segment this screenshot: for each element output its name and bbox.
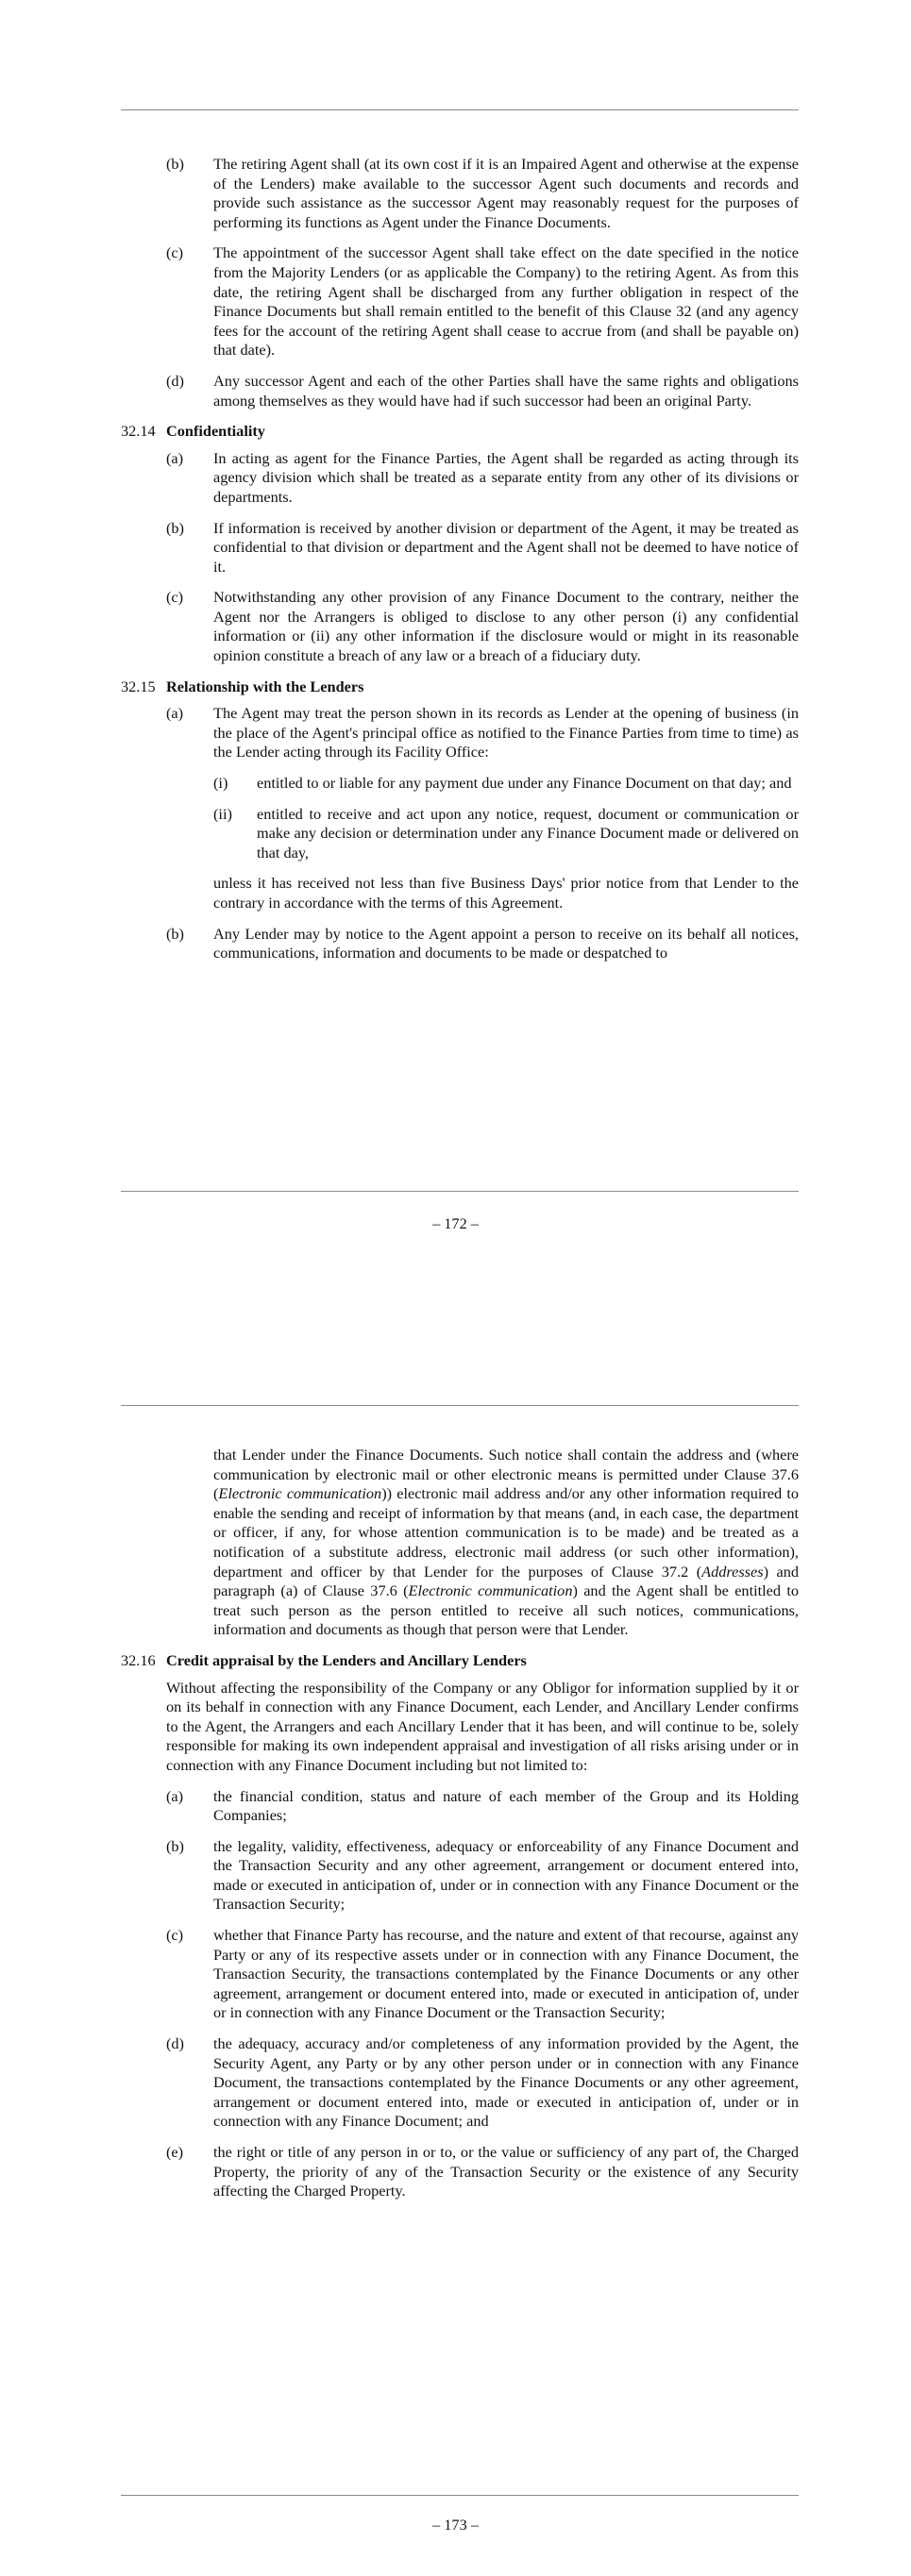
item-label: (a): [166, 1786, 184, 1805]
section-number: 32.16: [121, 1650, 156, 1669]
item-text: Any Lender may by notice to the Agent appoint a person to receive on its behalf all notices, communications, information and documents to be made or despatched to: [213, 924, 799, 962]
clause-ref-italic: Electronic communication: [218, 1484, 382, 1503]
page-173: [0, 1297, 911, 2576]
page-172-content: [121, 155, 799, 975]
item-text: If information is received by another division or department of the Agent, it may be treated as confidential to that division or department and the Agent shall not be deemed to have notice of it.: [213, 518, 799, 576]
clause-item: [121, 925, 799, 963]
item-label: (b): [166, 518, 184, 537]
item-label: (c): [166, 1926, 184, 1945]
item-label: (d): [166, 2034, 184, 2053]
item-text: the right or title of any person in or to, or the value or sufficiency of any part of, the Charged Property, the priority of any of the Transaction Security or the existence of any Security affecting the Charged Property.: [213, 2143, 799, 2200]
section-title: Credit appraisal by the Lenders and Ancillary Lenders: [166, 1650, 527, 1669]
section-heading-credit-appraisal: [121, 1651, 799, 1671]
subitem-text: entitled to or liable for any payment due under any Finance Document on that day; and: [257, 774, 792, 793]
subitem-label: (i): [213, 774, 228, 793]
clause-item: [121, 155, 799, 232]
section-intro: Without affecting the responsibility of the Company or any Obligor for information supplied by it or on its behalf in connection with any Finance Document, each Lender, and Ancillary Lender confirms to the Agent, the Arrangers and each Ancillary Lender that it has been, and will continue to be, solely responsible for making its own independent appraisal and investigation of all risks arising under or in connection with any Finance Document including but not limited to:: [166, 1678, 799, 1774]
section-title: Relationship with the Lenders: [166, 677, 364, 695]
item-label: (b): [166, 1836, 184, 1855]
item-text: the legality, validity, effectiveness, adequacy or enforceability of any Finance Document and the Transaction Security and any other agreement, arrangement or document entered into, made or executed in anticipation of, under or in connection with any Finance Document or the Transaction Security;: [213, 1836, 799, 1914]
item-text: The retiring Agent shall (at its own cost if it is an Impaired Agent and otherwise at the expense of the Lenders) make available to the successor Agent such documents and records and provide such assistance as the successor Agent may reasonably request for the purposes of performing its functions as Agent under the Finance Documents.: [213, 155, 799, 231]
item-text: Notwithstanding any other provision of any Finance Document to the contrary, neither the Agent nor the Arrangers is obliged to disclose to any other person (i) any confidential information or (ii) any other information if the disclosure would or might in its reasonable opinion constitute a breach of any law or a breach of a fiduciary duty.: [213, 588, 799, 665]
item-text: The appointment of the successor Agent shall take effect on the date specified in the notice from the Majority Lenders (or as applicable the Company) to the retiring Agent. As from this date, the retiring Agent shall be discharged from any further obligation in respect of the Finance Documents but shall remain entitled to the benefit of this Clause 32 (and any agency fees for the account of the retiring Agent shall cease to accrue from (and shall be payable on) that date).: [213, 243, 799, 360]
clause-item: [121, 2034, 799, 2132]
clause-item: [121, 1837, 799, 1915]
item-label: (d): [166, 371, 184, 390]
continuation-text-3: ) and paragraph (a) of Clause 37.6 (: [213, 1562, 800, 1600]
clause-ref-italic: Addresses: [701, 1562, 764, 1581]
item-text: The Agent may treat the person shown in its records as Lender at the opening of business (in the place of the Agent's principal office as notified to the Finance Parties from time to time) as the Lender acting through its Facility Office:: [213, 704, 799, 761]
item-label: (e): [166, 2143, 184, 2161]
header-rule: [121, 1405, 799, 1406]
clause-item: [121, 588, 799, 665]
clause-item: [121, 449, 799, 508]
item-label: (a): [166, 448, 184, 467]
section-heading-relationship: [121, 677, 799, 697]
clause-item: [121, 2143, 799, 2201]
header-rule: [121, 109, 799, 110]
section-heading-confidentiality: [121, 422, 799, 442]
continuation-text-1: that Lender under the Finance Documents. Such notice shall contain the address and (where communication by electronic mail or other electronic means is permitted under Clause 37.6 (: [213, 1446, 799, 1503]
continuation-text-4: ) and the Agent shall be entitled to treat such person as the person entitled to receive all such notices, communications, information and documents as though that person were that Lender.: [213, 1581, 800, 1639]
subitem-text: entitled to receive and act upon any notice, request, document or communication or make any decision or determination under any Finance Document made or delivered on that day,: [257, 804, 799, 861]
section-title: Confidentiality: [166, 422, 265, 441]
item-text: In acting as agent for the Finance Parties, the Agent shall be regarded as acting through its agency division which shall be treated as a separate entity from any other of its divisions or departments.: [213, 448, 799, 506]
page-173-content: [121, 1446, 799, 2213]
item-label: (a): [166, 704, 184, 723]
item-text: whether that Finance Party has recourse, and the nature and extent of that recourse, against any Party or any of its respective assets under or in connection with any Finance Document, the Transaction Security, the transactions contemplated by the Finance Documents or any other agreement, arrangement or document entered into, made or executed in anticipation of, under or in connection with any Finance Document or the Transaction Security;: [213, 1926, 799, 2022]
clause-ref-italic: Electronic communication: [408, 1581, 573, 1600]
subitem-label: (ii): [213, 804, 232, 823]
clause-item: [121, 243, 799, 360]
item-text: the financial condition, status and nature of each member of the Group and its Holding Companies;: [213, 1786, 799, 1825]
continuation-text-2: )) electronic mail address and/or any other information required to enable the sending and receipt of information by that means (and, in each case, the department or officer, if any, for whose attention communication is to be made) and be treated as a notification of a substitute address, electronic mail address (or such other information), department and officer by that Lender for the purposes of Clause 37.2 (: [213, 1484, 799, 1581]
footer-rule: [121, 2495, 799, 2496]
clause-item: [121, 372, 799, 410]
clause-item: [121, 519, 799, 577]
continuation-paragraph: [213, 1446, 799, 1640]
clause-item: [121, 1787, 799, 1826]
section-number: 32.14: [121, 422, 156, 441]
item-label: (c): [166, 588, 184, 607]
item-text: the adequacy, accuracy and/or completeness of any information provided by the Agent, the Security Agent, any Party or by any other person under or in connection with any Finance Document, the transactions contemplated by the Finance Documents or any other agreement, arrangement or document entered into, made or executed in anticipation of, under or in connection with any Finance Document; and: [213, 2034, 799, 2131]
sub-clause-item: [121, 774, 799, 794]
clause-item: [121, 1926, 799, 2023]
item-label: (b): [166, 155, 184, 173]
item-label: (c): [166, 243, 184, 262]
clause-item: [121, 704, 799, 762]
sub-clause-item: [121, 805, 799, 863]
item-label: (b): [166, 924, 184, 943]
section-number: 32.15: [121, 677, 156, 695]
page-number: – 173 –: [432, 2516, 479, 2534]
page-number: – 172 –: [432, 1214, 479, 1232]
item-text: Any successor Agent and each of the other Parties shall have the same rights and obligations among themselves as they would have had if such successor had been an original Party.: [213, 371, 799, 410]
clause-tail-text: unless it has received not less than five Business Days' prior notice from that Lender to the contrary in accordance with the terms of this Agreement.: [213, 874, 799, 912]
footer-rule: [121, 1191, 799, 1192]
